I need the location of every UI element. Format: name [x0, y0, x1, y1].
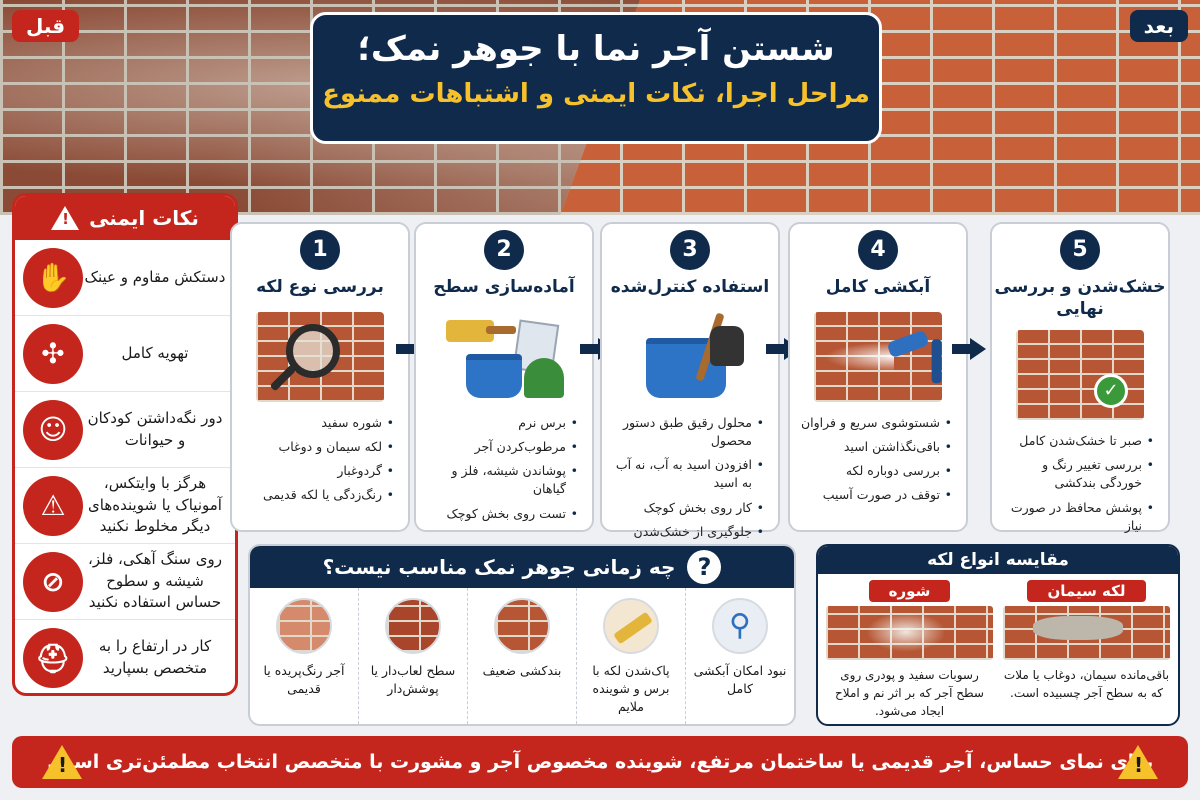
- list-item: • افزودن اسید به آب، نه آب به اسید: [612, 456, 764, 492]
- step-title: آماده‌سازی سطح: [433, 277, 575, 297]
- cement-stain-image: [1003, 606, 1170, 660]
- page-subtitle: مراحل اجرا، نکات ایمنی و اشتباهات ممنوع: [322, 79, 870, 109]
- comparison-label: لکه سیمان: [1027, 580, 1145, 602]
- comparison-text: رسوبات سفید و پودری روی سطح آجر که بر اثر نم و املاح ایجاد می‌شود.: [835, 668, 984, 718]
- ventilation-fan-icon: ✣: [23, 324, 83, 384]
- brush-icon: [603, 598, 659, 654]
- question-icon: ?: [687, 550, 721, 584]
- hard-hat-icon: ⛑: [23, 628, 83, 688]
- list-item: • شوره سفید: [242, 414, 394, 432]
- list-item: • صبر تا خشک‌شدن کامل: [1002, 432, 1154, 450]
- step-number: 5: [1060, 230, 1100, 270]
- not-suitable-header: [250, 546, 794, 588]
- not-suitable-text: پاک‌شدن لکه با برس و شوینده ملایم: [592, 663, 670, 715]
- before-tag: قبل: [12, 10, 79, 42]
- page-title: شستن آجر نما با جوهر نمک؛: [357, 29, 835, 69]
- not-suitable-text: نبود امکان آبکشی کامل: [693, 663, 787, 697]
- safety-item-text: دور نگه‌داشتن کودکان و حیوانات: [87, 408, 223, 449]
- not-suitable-list: [250, 588, 794, 724]
- list-item: • توقف در صورت آسیب: [800, 486, 952, 504]
- efflorescence-image: [826, 606, 993, 660]
- list-item: • پوشش محافظ در صورت نیاز: [1002, 499, 1154, 535]
- rinse-illustration: [814, 312, 942, 402]
- step-card-2: [414, 222, 594, 532]
- comparison-title: مقایسه انواع لکه: [818, 546, 1178, 574]
- prohibited-icon: ⊘: [23, 552, 83, 612]
- step-bullets: [800, 414, 952, 505]
- safety-item: [15, 392, 235, 468]
- stain-inspection-illustration: [256, 312, 384, 402]
- list-item: [685, 588, 794, 724]
- comparison-text: باقی‌مانده سیمان، دوغاب یا ملات که به سطح آجر چسبیده است.: [1003, 668, 1170, 700]
- list-item: • بررسی دوباره لکه: [800, 462, 952, 480]
- step-card-4: [788, 222, 968, 532]
- step-title: بررسی نوع لکه: [256, 277, 384, 297]
- step-card-3: [600, 222, 780, 539]
- water-spray: [824, 342, 894, 372]
- not-suitable-title: چه زمانی جوهر نمک مناسب نیست؟: [322, 555, 676, 579]
- list-item: • بررسی تغییر رنگ و خوردگی بندکشی: [1002, 456, 1154, 492]
- safety-item: [15, 316, 235, 392]
- step-number: 2: [484, 230, 524, 270]
- list-item: • باقی‌نگذاشتن اسید: [800, 438, 952, 456]
- list-item: • مرطوب‌کردن آجر: [426, 438, 578, 456]
- step-bullets: [1002, 432, 1154, 535]
- list-item: • کار روی بخش کوچک: [612, 499, 764, 517]
- comparison-efflorescence: [826, 580, 993, 720]
- warning-icon: [51, 206, 79, 230]
- list-item: [467, 588, 576, 724]
- cracked-brick-icon: [494, 598, 550, 654]
- glazed-brick-icon: [385, 598, 441, 654]
- list-item: • برس نرم: [426, 414, 578, 432]
- not-suitable-text: آجر رنگ‌پریده یا قدیمی: [263, 663, 345, 697]
- safety-item-text: کار در ارتفاع را به متخصص بسپارید: [98, 637, 212, 677]
- warning-icon: [1118, 745, 1158, 779]
- comparison-row: [818, 574, 1178, 720]
- step-number: 1: [300, 230, 340, 270]
- faucet-icon: ⚲: [712, 598, 768, 654]
- step-card-1: [230, 222, 410, 532]
- final-check-illustration: [1016, 330, 1144, 420]
- safety-item-text: دستکش مقاوم و عینک: [84, 267, 226, 286]
- after-tag: بعد: [1130, 10, 1188, 42]
- not-suitable-text: بندکشی ضعیف: [482, 663, 562, 678]
- surface-prep-illustration: [440, 312, 568, 402]
- list-item: • تست روی بخش کوچک: [426, 505, 578, 523]
- arrow-icon: [970, 338, 986, 360]
- step-card-5: [990, 222, 1170, 532]
- list-item: [358, 588, 467, 724]
- plant-icon: [524, 358, 564, 398]
- child-pet-icon: ☺: [23, 400, 83, 460]
- check-icon: ✓: [1094, 374, 1128, 408]
- list-item: • شستوشوی سریع و فراوان: [800, 414, 952, 432]
- safety-item: [15, 620, 235, 696]
- controlled-use-illustration: [626, 312, 754, 402]
- safety-item: [15, 468, 235, 544]
- step-bullets: [426, 414, 578, 523]
- warning-icon: ⚠: [23, 476, 83, 536]
- step-title: استفاده کنترل‌شده: [610, 277, 770, 297]
- magnifier-handle: [270, 365, 297, 392]
- list-item: • محلول رقیق طبق دستور محصول: [612, 414, 764, 450]
- step-title: آبکشی کامل: [825, 277, 931, 297]
- not-suitable-text: سطح لعاب‌دار یا پوشش‌دار: [370, 663, 456, 697]
- hose-icon: [886, 330, 929, 359]
- list-item: • لکه سیمان و دوغاب: [242, 438, 394, 456]
- safety-panel: [12, 193, 238, 696]
- list-item: [576, 588, 685, 724]
- step-number: 4: [858, 230, 898, 270]
- list-item: [250, 588, 358, 724]
- safety-item-text: روی سنگ آهکی، فلز، شیشه و سطوح حساس استفاده نکنید: [87, 549, 222, 612]
- safety-item-text: تهویه کامل: [121, 343, 189, 362]
- title-box: [310, 12, 882, 144]
- list-item: • رنگ‌زدگی یا لکه قدیمی: [242, 486, 394, 504]
- list-item: • پوشاندن شیشه، فلز و گیاهان: [426, 462, 578, 498]
- bucket-icon: [466, 354, 522, 398]
- header-brick-banner: [0, 0, 1200, 215]
- step-number: 3: [670, 230, 710, 270]
- safety-item-text: هرگز با وایتکس، آمونیاک یا شوینده‌های دیگر مخلوط نکنید: [88, 473, 222, 536]
- safety-item: [15, 544, 235, 620]
- not-suitable-panel: [248, 544, 796, 726]
- faded-brick-icon: [276, 598, 332, 654]
- step-bullets: [242, 414, 394, 505]
- stain-comparison-panel: [816, 544, 1180, 726]
- list-item: • جلوگیری از خشک‌شدن: [612, 523, 764, 559]
- safety-title: نکات ایمنی: [89, 206, 199, 230]
- warning-banner: [12, 736, 1188, 788]
- step-title: خشک‌شدن و بررسی نهایی: [994, 277, 1166, 320]
- list-item: • گردوغبار: [242, 462, 394, 480]
- safety-header: [15, 196, 235, 240]
- safety-item: [15, 240, 235, 316]
- warning-icon: [42, 745, 82, 779]
- banner-text: برای نمای حساس، آجر قدیمی یا ساختمان مرتفع، شوینده مخصوص آجر و مشورت با متخصص انتخاب مطمئن‌تری است.: [46, 751, 1154, 773]
- comparison-cement: [1003, 580, 1170, 720]
- step-bullets: [612, 414, 764, 559]
- comparison-label: شوره: [869, 580, 951, 602]
- brush-icon: [446, 320, 494, 342]
- gloves-goggles-icon: ✋: [23, 248, 83, 308]
- glove-icon: [710, 326, 744, 366]
